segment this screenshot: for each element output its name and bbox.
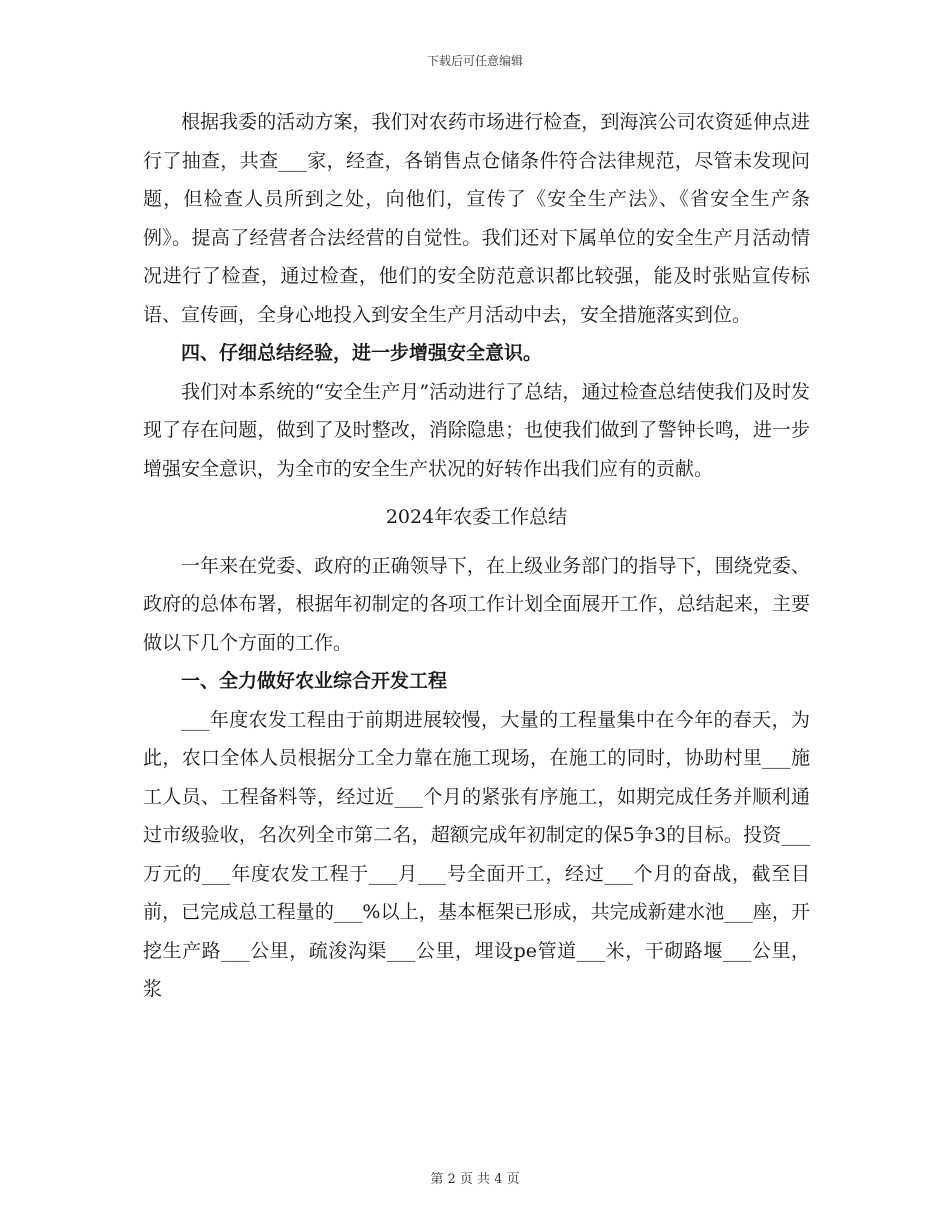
section-heading-one: 一、全力做好农业综合开发工程 (181, 670, 448, 692)
section-heading-four: 四、仔细总结经验，进一步增强安全意识。 (181, 342, 543, 364)
document-body (143, 103, 810, 1009)
paragraph-development: ___年度农发工程由于前期进展较慢，大量的工程量集中在今年的春天，为此，农口全体人员根据分工全力靠在施工现场，在施工的同时，协助村里___施工人员、工程备料等，经过近___个月的紧张有序施工，如期完成任务并顺利通过市级验收，名次列全市第二名，超额完成年初制定的保5争3的目标。投资___万元的___年度农发工程于___月___号全面开工，经过___个月的奋战，截至目前，已完成总工程量的___%以上，基本框架已形成，共完成新建水池___座，开挖生产路___公里，疏浚沟渠___公里，埋设pe管道___米，干砌路堰___公里，浆 (143, 708, 810, 1000)
paragraph-summary: 我们对本系统的“安全生产月”活动进行了总结，通过检查总结使我们及时发现了存在问题，做到了及时整改，消除隐患；也使我们做到了警钟长鸣，进一步增强安全意识，为全市的安全生产状况的好转作出我们应有的贡献。 (143, 380, 810, 480)
paragraph-intro: 一年来在党委、政府的正确领导下，在上级业务部门的指导下，围绕党委、政府的总体布署，根据年初制定的各项工作计划全面展开工作，总结起来，主要做以下几个方面的工作。 (143, 554, 810, 654)
page-footer: 第 2 页 共 4 页 (430, 1172, 520, 1187)
page-header: 下载后可任意编辑 (426, 54, 523, 68)
document-title: 2024年农委工作总结 (385, 506, 568, 528)
paragraph-inspection: 根据我委的活动方案，我们对农药市场进行检查，到海滨公司农资延伸点进行了抽查，共查___家，经查，各销售点仓储条件符合法律规范，尽管未发现问题，但检查人员所到之处，向他们，宣传了《安全生产法》、《省安全生产条例》。提高了经营者合法经营的自觉性。我们还对下属单位的安全生产月活动情况进行了检查，通过检查，他们的安全防范意识都比较强，能及时张贴宣传标语、宣传画，全身心地投入到安全生产月活动中去，安全措施落实到位。 (143, 111, 810, 326)
